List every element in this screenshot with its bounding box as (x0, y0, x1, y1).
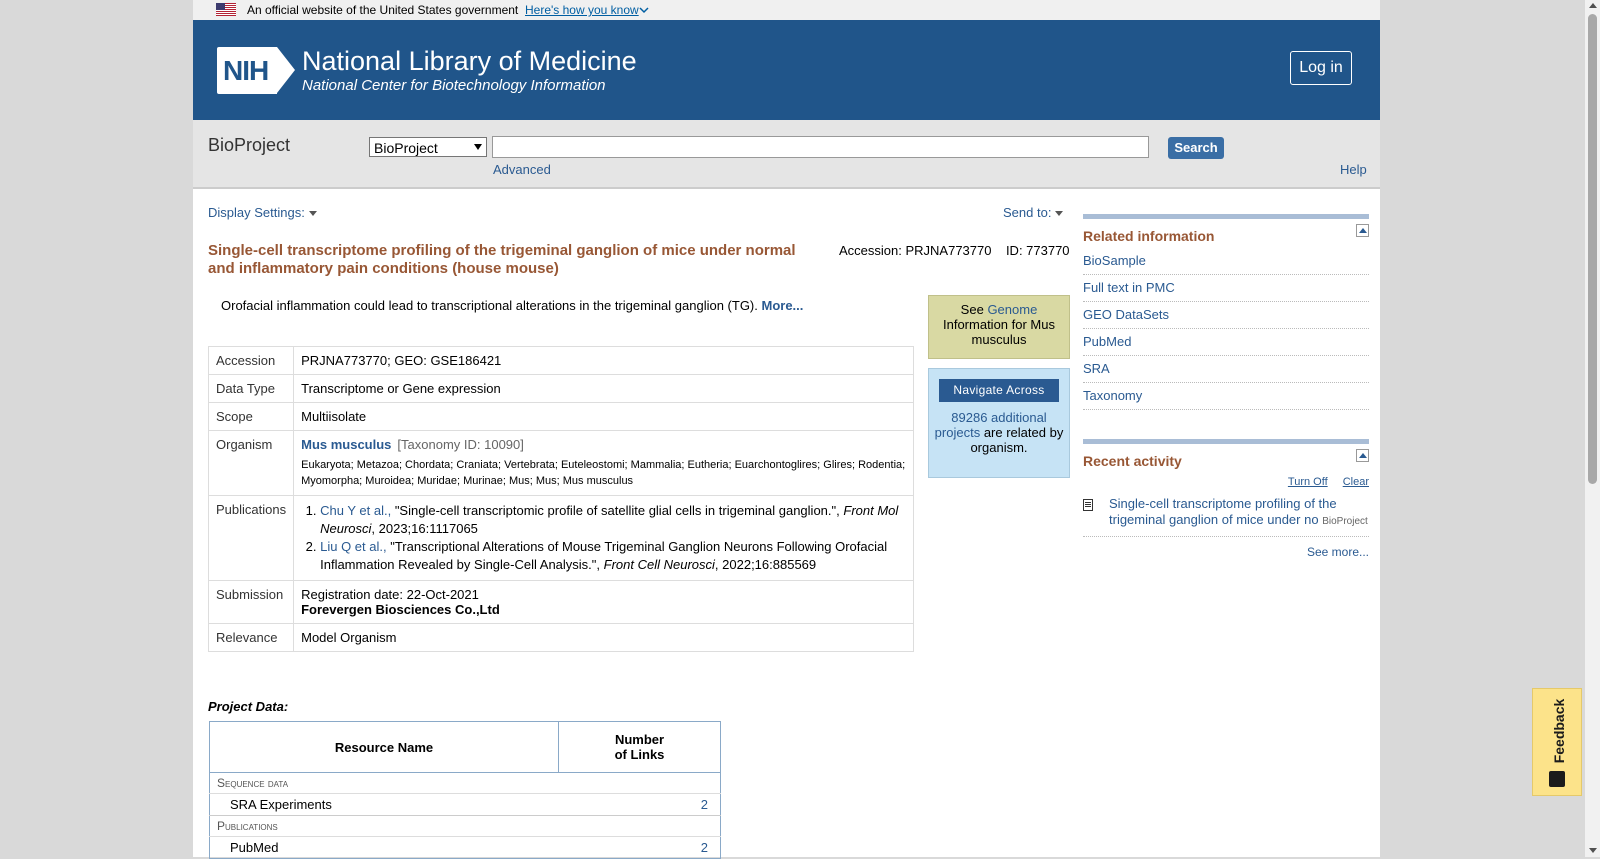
submitter-organization: Forevergen Biosciences Co.,Ltd (301, 602, 500, 617)
scope-value: Multiisolate (294, 403, 914, 431)
additional-projects-link[interactable]: 89286 additional projects (934, 410, 1047, 440)
navigate-suffix: are related by organism. (970, 425, 1064, 455)
accession-id-line (839, 243, 1070, 258)
display-settings-label: Display Settings: (208, 205, 305, 220)
genome-suffix: Information for Mus musculus (943, 317, 1055, 347)
send-to-menu[interactable] (1003, 205, 1063, 220)
see-more-container (1083, 545, 1369, 559)
accession-label: Accession: PRJNA773770 (839, 243, 992, 258)
link-count (559, 794, 721, 816)
collapse-icon[interactable] (1356, 224, 1369, 237)
scroll-down-arrow-icon[interactable] (1589, 848, 1597, 853)
gov-banner-text: An official website of the United States government (247, 3, 519, 17)
list-item (1083, 329, 1369, 356)
submission-cell (294, 581, 914, 624)
project-data-table (209, 721, 721, 859)
row-label: Submission (209, 581, 294, 624)
record-description (221, 298, 803, 313)
page-scrollbar[interactable] (1585, 0, 1600, 857)
table-row (209, 403, 914, 431)
table-row (210, 794, 721, 816)
row-label: Publications (209, 496, 294, 581)
row-label: Accession (209, 347, 294, 375)
category-row (210, 773, 721, 794)
recent-activity-title: Recent activity (1083, 453, 1182, 469)
table-row (209, 347, 914, 375)
resource-name: SRA Experiments (210, 794, 559, 816)
table-row (209, 496, 914, 581)
related-link-taxonomy[interactable]: Taxonomy (1083, 388, 1143, 403)
resource-name: PubMed (210, 837, 559, 859)
organism-link[interactable]: Mus musculus (301, 437, 392, 452)
table-row (209, 431, 914, 496)
description-text: Orofacial inflammation could lead to transcriptional alterations in the trigeminal ganglion (TG). (221, 298, 758, 313)
id-label: ID: 773770 (1005, 243, 1070, 258)
ncbi-subtitle[interactable]: National Center for Biotechnology Information (302, 77, 606, 94)
document-icon (1083, 499, 1093, 511)
link-count (559, 837, 721, 859)
login-button[interactable]: Log in (1290, 51, 1352, 85)
clear-link[interactable]: Clear (1342, 476, 1369, 488)
publication-journal: Front Mol Neurosci (320, 503, 899, 536)
navigate-across-header: Navigate Across (939, 379, 1059, 402)
scroll-up-arrow-icon[interactable] (1589, 3, 1597, 8)
links-header-line1: Number (614, 732, 665, 747)
registration-date: Registration date: 22-Oct-2021 (301, 587, 479, 602)
select-caret-icon (474, 144, 482, 150)
feedback-button[interactable] (1532, 688, 1582, 796)
row-label: Data Type (209, 375, 294, 403)
table-row (209, 624, 914, 652)
genome-info-box (928, 295, 1070, 359)
dropdown-caret-icon (1055, 211, 1063, 216)
row-label: Relevance (209, 624, 294, 652)
recent-activity-portlet (1083, 439, 1369, 559)
publications-cell (294, 496, 914, 581)
resource-name-header: Resource Name (210, 722, 559, 773)
table-row (210, 837, 721, 859)
data-type-value: Transcriptome or Gene expression (294, 375, 914, 403)
recent-activity-controls (1083, 476, 1369, 488)
related-link-geo-datasets[interactable]: GEO DataSets (1083, 307, 1169, 322)
project-details-table (208, 346, 914, 652)
list-item (1083, 356, 1369, 383)
nih-logo-text: NIH (223, 55, 269, 86)
list-item (1083, 383, 1369, 410)
related-list (1083, 248, 1369, 410)
feedback-label: Feedback (1551, 698, 1567, 764)
genome-prefix: See (960, 302, 984, 317)
search-button[interactable]: Search (1168, 137, 1224, 159)
related-information-portlet (1083, 214, 1369, 410)
scrollbar-thumb[interactable] (1588, 14, 1597, 484)
category-label: Publications (210, 816, 721, 837)
more-link[interactable]: More... (761, 298, 804, 313)
link-count-link[interactable]: 2 (700, 840, 708, 855)
us-flag-icon (216, 3, 236, 16)
chevron-down-icon (639, 7, 649, 14)
organism-cell (294, 431, 914, 496)
turn-off-link[interactable]: Turn Off (1287, 476, 1328, 488)
publication-title: "Single-cell transcriptomic profile of satellite glial cells in trigeminal ganglion.", (394, 503, 840, 518)
publication-title: "Transcriptional Alterations of Mouse Trigeminal Ganglion Neurons Following Orofacial Inflammation Revealed by Single-Cell Analysis.", (320, 539, 888, 572)
see-more-link[interactable]: See more... (1306, 545, 1369, 559)
related-link-sra[interactable]: SRA (1083, 361, 1110, 376)
row-label: Organism (209, 431, 294, 496)
related-link-pmc[interactable]: Full text in PMC (1083, 280, 1175, 295)
project-data-title: Project Data: (208, 699, 289, 714)
table-row (209, 581, 914, 624)
dropdown-caret-icon (309, 211, 317, 216)
navigate-across-box (928, 368, 1070, 478)
publication-citation: , 2022;16:885569 (714, 557, 817, 572)
publication-authors-link[interactable]: Chu Y et al., (320, 503, 392, 518)
portlet-bar (1083, 439, 1369, 444)
collapse-icon[interactable] (1356, 449, 1369, 462)
category-label: Sequence data (210, 773, 721, 794)
relevance-value: Model Organism (294, 624, 914, 652)
accession-value: PRJNA773770; GEO: GSE186421 (294, 347, 914, 375)
advanced-search-link[interactable]: Advanced (493, 162, 551, 177)
gov-banner (193, 0, 1380, 20)
organism-lineage: Eukaryota; Metazoa; Chordata; Craniata; Vertebrata; Euteleostomi; Mammalia; Eutheria; Euarchontoglires; Glires; Rodentia; Myomorpha; Muroidea; Muridae; Murinae; Mus; Mus; Mus musculus (301, 459, 906, 487)
table-header-row (210, 722, 721, 773)
taxonomy-id: [Taxonomy ID: 10090] (397, 437, 524, 452)
send-to-label: Send to: (1003, 205, 1052, 220)
list-item (1083, 275, 1369, 302)
publication-authors-link[interactable]: Liu Q et al., (320, 539, 387, 554)
publication-journal: Front Cell Neurosci (603, 557, 715, 572)
database-select[interactable] (369, 137, 487, 157)
database-select-value: BioProject (374, 140, 438, 156)
links-header-line2: of Links (614, 747, 665, 762)
related-link-pubmed[interactable]: PubMed (1083, 334, 1132, 349)
related-link-biosample[interactable]: BioSample (1083, 253, 1146, 268)
portlet-bar (1083, 214, 1369, 219)
links-header (559, 722, 721, 773)
genome-link[interactable]: Genome (987, 302, 1038, 317)
nih-logo-arrow (277, 47, 295, 93)
recent-item-database: BioProject (1322, 516, 1368, 527)
publication-citation: , 2023;16:1117065 (371, 521, 478, 536)
feedback-icon (1549, 771, 1565, 787)
search-input[interactable] (492, 136, 1149, 158)
database-title[interactable]: BioProject (208, 135, 291, 155)
recent-item-link[interactable]: Single-cell transcriptome profiling of the trigeminal ganglion of mice under no (1109, 496, 1337, 527)
link-count-link[interactable]: 2 (700, 797, 708, 812)
recent-activity-item (1083, 496, 1369, 537)
search-bar (193, 120, 1380, 189)
row-label: Scope (209, 403, 294, 431)
masthead (193, 20, 1380, 120)
nlm-title[interactable]: National Library of Medicine (302, 46, 637, 76)
related-information-title: Related information (1083, 228, 1215, 244)
heres-how-you-know-label: Here's how you know (525, 3, 639, 17)
list-item (1083, 302, 1369, 329)
record-title: Single-cell transcriptome profiling of the trigeminal ganglion of mice under normal and inflammatory pain conditions (house mouse) (208, 242, 796, 277)
nih-logo[interactable] (217, 47, 277, 94)
publication-item (320, 538, 906, 574)
help-link[interactable]: Help (1340, 162, 1367, 177)
page (193, 0, 1380, 857)
display-settings-menu[interactable] (208, 205, 317, 220)
publication-item (320, 502, 906, 538)
heres-how-you-know-link[interactable] (525, 3, 649, 17)
publication-list (301, 502, 906, 574)
table-row (209, 375, 914, 403)
category-row (210, 816, 721, 837)
list-item (1083, 248, 1369, 275)
